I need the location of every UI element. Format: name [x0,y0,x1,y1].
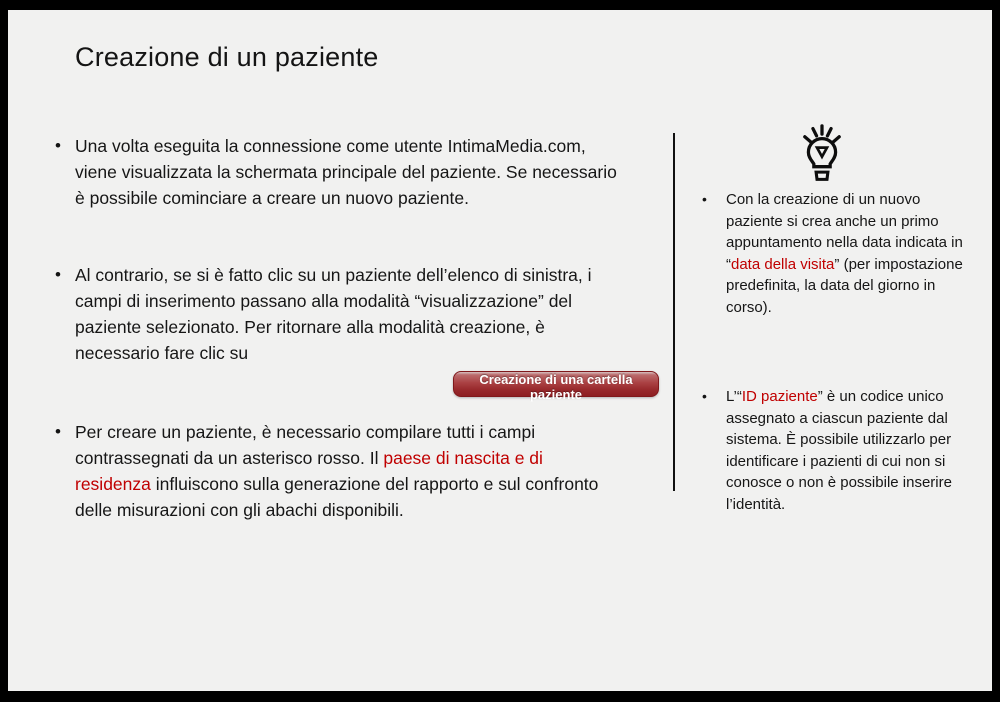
vertical-divider [673,133,675,491]
highlighted-term: data della visita [731,255,835,273]
create-patient-record-button[interactable]: Creazione di una cartella paziente [453,371,659,397]
bullet-text [726,386,966,515]
bullet-marker: • [702,388,707,404]
list-item [55,133,623,211]
highlighted-term: ID paziente [741,388,818,405]
bullet-text-segment: ” (per impostazione predefinita, la data del giorno in corso). [726,255,963,316]
bullet-text [726,189,966,318]
highlighted-term: paese di nascita e di residenza [75,448,543,494]
bullet-text-segment: Per creare un paziente, è necessario compilare tutti i campi contrassegnati da un asterisco rosso. Il [75,422,536,468]
bullet-marker: • [55,422,61,441]
list-item [55,262,623,366]
bullet-text-segment: ” è un codice unico assegnato a ciascun paziente dal sistema. È possibile utilizzarlo per identificare i pazienti di cui non si conosce o non è possibile inserire l’identità. [726,388,952,513]
bullet-marker: • [702,191,707,207]
bullet-text-segment: Con la creazione di un nuovo paziente si crea anche un primo appuntamento nella data indicata in “ [726,191,963,273]
bullet-text [75,262,623,366]
bullet-text-segment: Una volta eseguita la connessione come utente IntimaMedia.com, viene visualizzata la schermata principale del paziente. Se necessario è possibile cominciare a creare un nuovo paziente. [75,136,617,208]
bullet-text-segment: influiscono sulla generazione del rapporto e sul confronto delle misurazioni con gli abachi disponibili. [75,474,599,520]
bullet-text-segment: L’“ [726,388,742,405]
slide [8,10,992,691]
bullet-text [75,419,623,523]
bullet-text [75,133,623,211]
lightbulb-icon [793,122,851,186]
page-title: Creazione di un paziente [75,42,379,72]
list-item [702,189,970,318]
list-item [702,386,970,515]
bullet-marker: • [55,136,61,155]
bullet-text-segment: Al contrario, se si è fatto clic su un paziente dell’elenco di sinistra, i campi di inserimento passano alla modalità “visualizzazione” del paziente selezionato. Per ritornare alla modalità creazione, è necessario fare clic su [75,265,592,363]
list-item [55,419,623,523]
bullet-marker: • [55,265,61,284]
